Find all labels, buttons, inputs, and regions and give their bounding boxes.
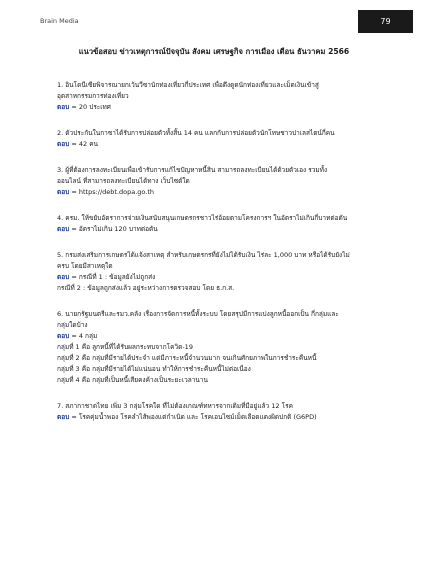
answer-label: ตอบ xyxy=(57,225,70,233)
answer-value: = 20 ประเทศ xyxy=(71,103,111,111)
answer-detail: กลุ่มที่ 4 คือ กลุ่มที่เป็นหนี้เสียคงค้างเป็นระยะเวลานาน xyxy=(57,376,208,384)
document-title: แนวข้อสอบ ข่าวเหตุการณ์ปัจจุบัน สังคม เศรษฐกิจ การเมือง เดือน ธันวาคม 2566 xyxy=(78,47,350,56)
answer-label: ตอบ xyxy=(57,103,70,111)
answer-label: ตอบ xyxy=(57,332,70,340)
answer-detail: กลุ่มที่ 2 คือ กลุ่มที่มีรายได้ประจำ แต่มีภาระหนี้จำนวนมาก จนเกินศักยภาพในการชำระคืนหนี้ xyxy=(57,354,317,362)
page-number-badge xyxy=(358,10,413,33)
answer-line xyxy=(57,187,397,198)
question-text: 5. กรมส่งเสริมการเกษตรได้แจ้งสาเหตุ สำหรับเกษตรกรที่ยังไม่ได้รับเงิน ไร่ละ 1,000 บาท หรือได้รับยังไม่ xyxy=(57,251,350,259)
answer-line xyxy=(57,331,397,342)
answer-label: ตอบ xyxy=(57,413,70,421)
answer-detail: กรณีที่ 2 : ข้อมูลถูกส่งแล้ว อยู่ระหว่างการตรวจสอบ โดย ธ.ก.ส. xyxy=(57,284,235,292)
question-list xyxy=(57,80,397,438)
answer-label: ตอบ xyxy=(57,188,70,196)
question-item xyxy=(57,309,397,386)
question-item xyxy=(57,250,397,294)
answer-label: ตอบ xyxy=(57,273,70,281)
answer-value: = 4 กลุ่ม xyxy=(71,332,98,340)
answer-detail: กลุ่มที่ 3 คือ กลุ่มที่มีรายได้ไม่แน่นอน ทำให้การชำระคืนหนี้ไม่ต่อเนื่อง xyxy=(57,365,251,373)
answer-value: = โรคคุ่มน้ำพอง โรคลำไส้พองแต่กำเนิด และ โรคเอนไซม์เม็ดเลือดแดงผิดปกติ (G6PD) xyxy=(71,413,317,421)
question-text: 6. นายกรัฐมนตรีและรมว.คลัง เรื่องการจัดการหนี้ทั้งระบบ โดยสรุปมีการแบ่งลูกหนี้ออกเป็น กี่กลุ่มและ xyxy=(57,310,339,318)
answer-detail: กลุ่มที่ 1 คือ ลูกหนี้ที่ได้รับผลกระทบจากโควิด-19 xyxy=(57,343,193,351)
question-text: 2. ตัวประกันในกาซาได้รับการปล่อยตัวทั้งสิ้น 14 คน แลกกับการปล่อยตัวนักโทษชาวปาเลสไตน์กี่คน xyxy=(57,129,335,137)
question-item xyxy=(57,213,397,235)
answer-value: = 42 คน xyxy=(71,140,98,148)
answer-line xyxy=(57,272,397,283)
answer-value: = อัตราไม่เกิน 120 บาทต่อตัน xyxy=(71,225,158,233)
answer-line xyxy=(57,102,397,113)
question-text: 7. สภากาชาดไทย เพิ่ม 3 กลุ่มโรคใด ที่ไม่ต้องเกณฑ์ทหารจากเดิมที่มีอยู่แล้ว 12 โรค xyxy=(57,402,293,410)
question-item xyxy=(57,80,397,113)
answer-line xyxy=(57,412,397,423)
answer-value: = https://debt.dopa.go.th xyxy=(71,188,155,196)
brand-name: Brain Media xyxy=(40,17,79,25)
question-item xyxy=(57,401,397,423)
answer-line xyxy=(57,139,397,150)
question-item xyxy=(57,128,397,150)
answer-line xyxy=(57,224,397,235)
question-text: ออนไลน์ ที่สามารถลงทะเบียนได้ทาง เว็บไซต์ใด xyxy=(57,177,190,185)
answer-value: = กรณีที่ 1 : ข้อมูลยังไม่ถูกส่ง xyxy=(71,273,156,281)
question-text: อุตสาหกรรมการท่องเที่ยว xyxy=(57,92,129,100)
answer-label: ตอบ xyxy=(57,140,70,148)
question-text: 4. ครม. ให้ขยับอัตราการจ่ายเงินสนับสนุนเกษตรกรชาวไร่อ้อยตามโครงการฯ ในอัตราไม่เกินกี่บาทต่อตัน xyxy=(57,214,348,222)
page-number: 79 xyxy=(380,17,391,26)
question-text: ครบ โดยมีสาเหตุใด xyxy=(57,262,113,270)
question-item xyxy=(57,165,397,198)
question-text: 1. อินโดนีเซียพิจารณายกเว้นวีซานักท่องเที่ยวกี่ประเทศ เพื่อดึงดูดนักท่องเที่ยวและเม็ดเงินเข้าสู่ xyxy=(57,81,319,89)
question-text: กลุ่มใดบ้าง xyxy=(57,321,88,329)
question-text: 3. ผู้ที่ต้องการลงทะเบียนเพื่อเข้ารับการแก้ไขปัญหาหนี้สิน สามารถลงทะเบียนได้ด้วยตัวเอง รวมทั้ง xyxy=(57,166,328,174)
